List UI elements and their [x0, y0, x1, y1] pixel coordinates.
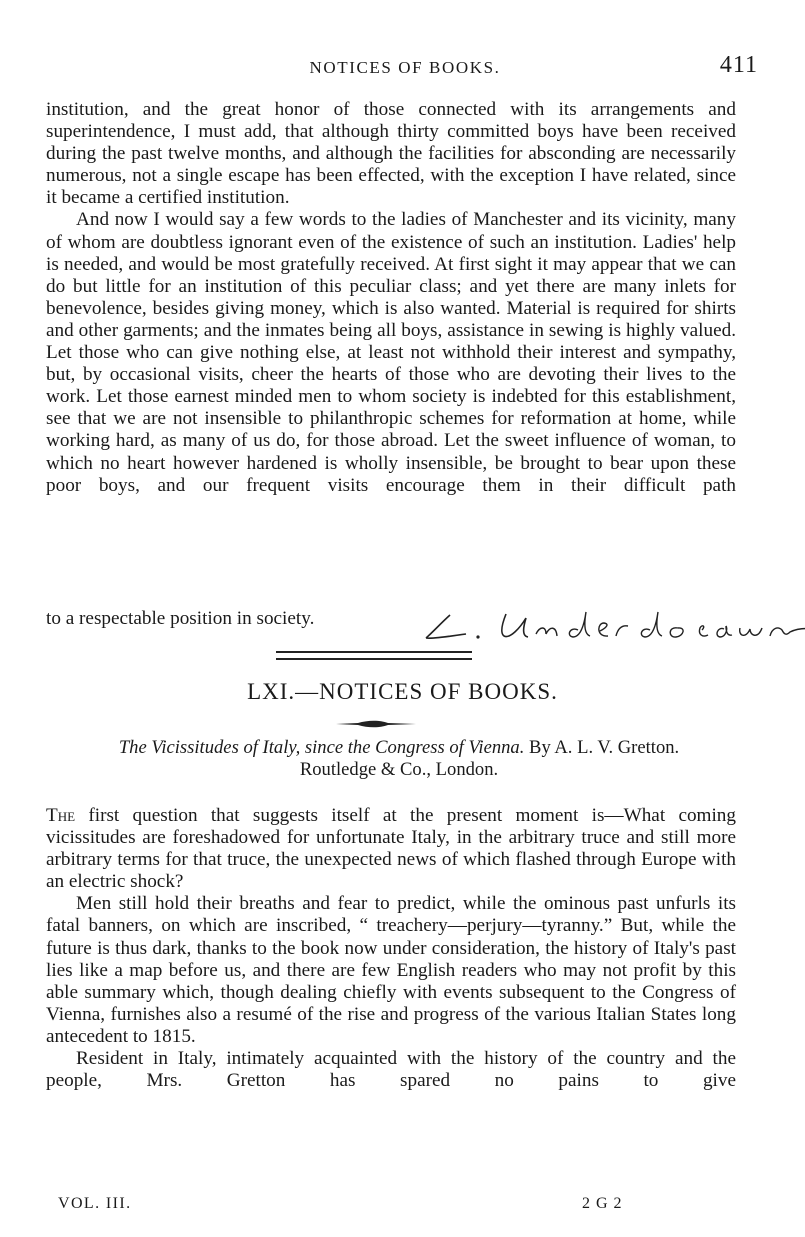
review-text — [46, 805, 736, 1092]
running-title: NOTICES OF BOOKS. — [309, 58, 501, 77]
review-paragraph-1-text: first question that suggests itself at the present moment is—What coming vicissitudes are foreshadowed for unfortunate Italy, in the arbitrary truce and still more arbitrary terms for that truce, the unexpected news of which flashed through Europe with an electric shock? — [46, 805, 736, 893]
review-paragraph-1 — [46, 805, 736, 893]
paragraph-institution: institution, and the great honor of those connected with its arrangements and superintendence, I must add, that although thirty committed boys have been received during the past twelve months, and although the facilities for absconding are necessarily numerous, not a single escape has been effected, with the exception I have related, since it became a certified institution. — [46, 99, 736, 209]
signature-mark: 2 G 2 — [582, 1195, 623, 1212]
running-head — [48, 52, 762, 82]
closing-line — [46, 606, 805, 646]
section-heading: LXI.—NOTICES OF BOOKS. — [247, 679, 558, 704]
book-publisher: Routledge & Co., London. — [299, 759, 499, 780]
lead-word: The — [46, 805, 76, 826]
closing-text: to a respectable position in society. — [46, 608, 315, 629]
review-paragraph-2: Men still hold their breaths and fear to predict, while the ominous past unfurls its fatal banners, on which are inscribed, “ treachery—perjury—tyranny.” But, while the future is thus dark, thanks to the book now under consideration, the history of Italy's past lies like a map before us, and there are few English readers who may not profit by this able summary which, though dealing chiefly with events subsequent to the Congress of Vienna, furnishes also a resumé of the rise and progress of the various Italian States long antecedent to 1815. — [46, 893, 736, 1047]
article-conclusion — [46, 99, 736, 497]
book-citation — [44, 737, 754, 781]
review-paragraph-3: Resident in Italy, intimately acquainted with the history of the country and the people, Mrs. Gretton has spared no pains to give — [46, 1048, 736, 1092]
section-divider — [276, 651, 472, 660]
page-footer — [48, 1193, 748, 1219]
book-title: The Vicissitudes of Italy, since the Congress of Vienna. — [118, 737, 525, 758]
handwritten-signature — [410, 606, 805, 646]
paragraph-ladies-appeal: And now I would say a few words to the ladies of Manchester and its vicinity, many of whom are doubtless ignorant even of the existence of such an institution. Ladies' help is needed, and would be most gratefully received. At first sight it may appear that we can do but little for an institution of this peculiar class; and yet there are many inlets for benevolence, besides giving money, which is also wanted. Material is required for shirts and other garments; and the inmates being all boys, assistance in sewing is highly valued. Let those who can give nothing else, at least not withhold their interest and sympathy, but, by occasional visits, cheer the hearts of those who are devoting their lives to the work. Let those earnest minded men to whom society is indebted for this establishment, see that we are not insensible to philanthropic schemes for reformation at home, while working hard, as many of us do, for those abroad. Let the sweet influence of woman, to which no heart however hardened is wholly insensible, be brought to bear upon these poor boys, and our frequent visits encourage them in their difficult path — [46, 209, 736, 496]
ornament-dash — [336, 718, 416, 730]
book-author: By A. L. V. Gretton. — [529, 737, 680, 758]
page-number: 411 — [719, 52, 758, 78]
volume-mark: VOL. III. — [58, 1195, 132, 1212]
